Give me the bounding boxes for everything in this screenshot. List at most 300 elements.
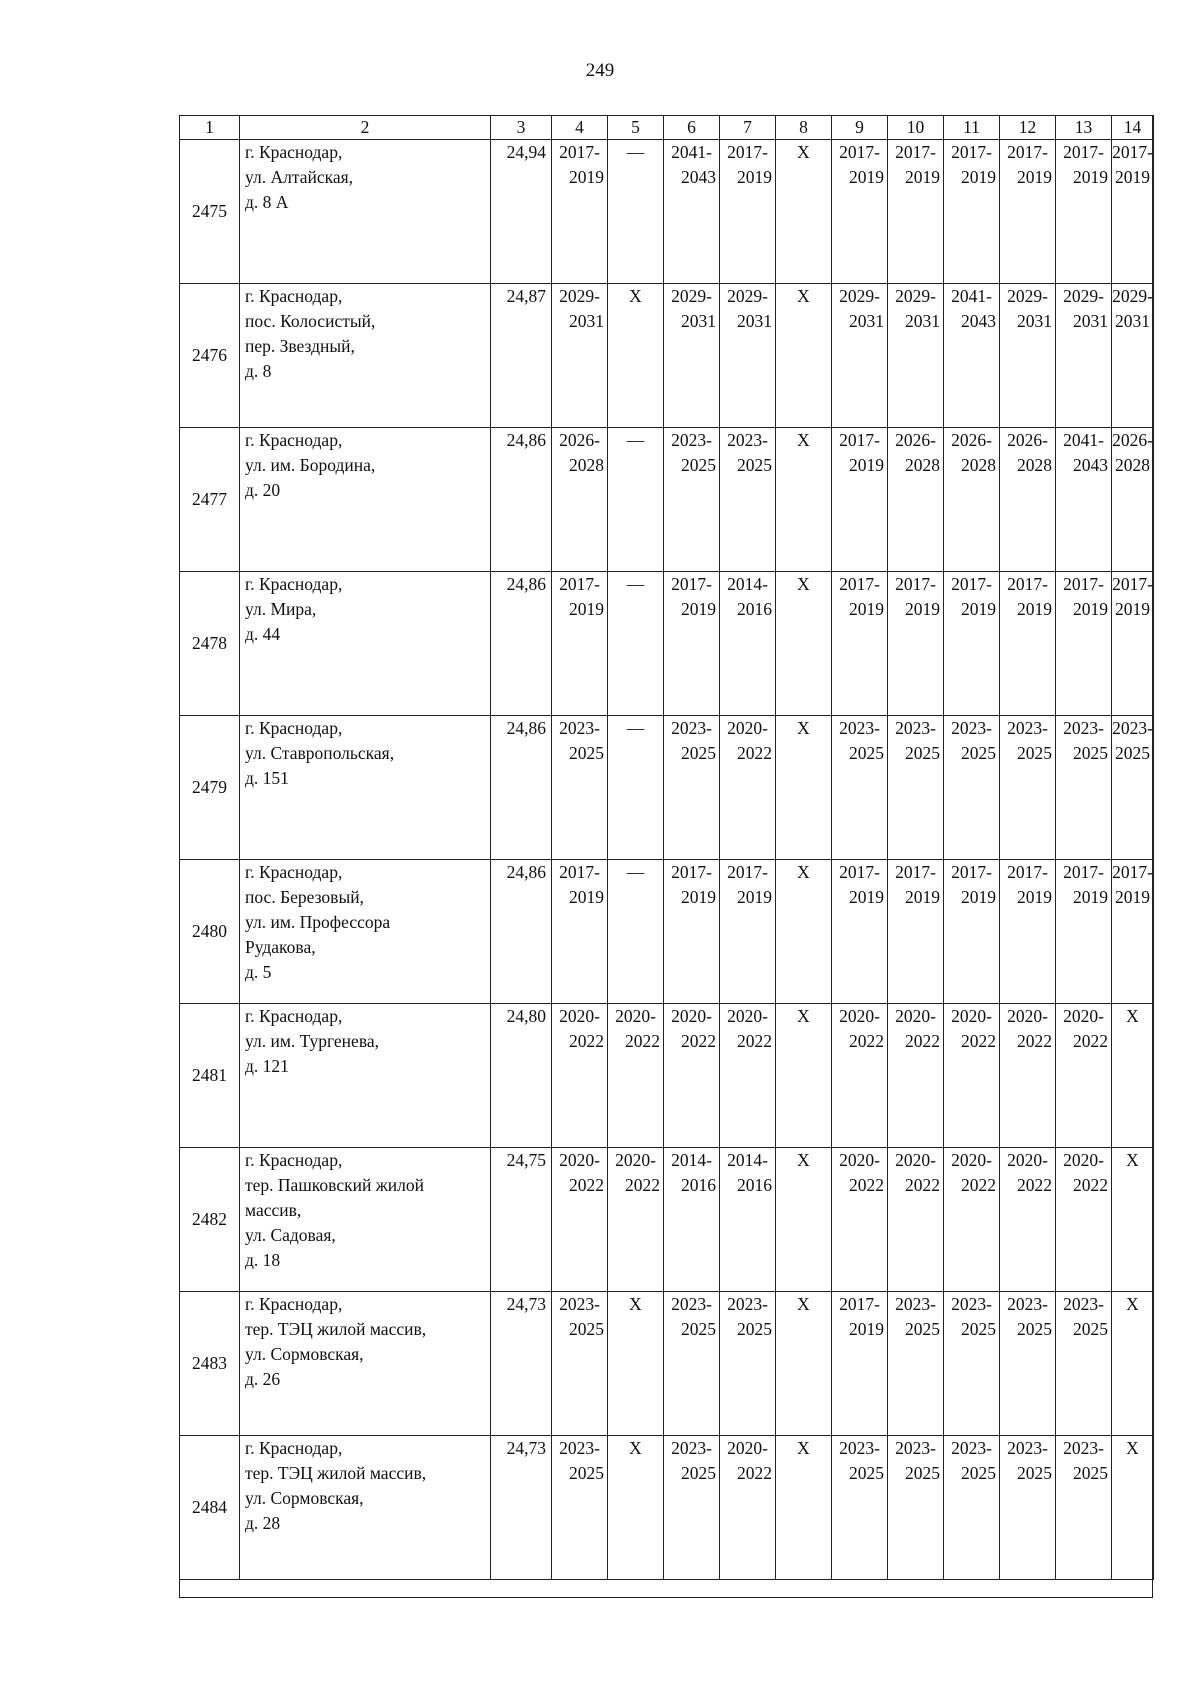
cell-line: 2022	[1017, 1175, 1052, 1195]
cell-line: 2026-	[951, 430, 992, 450]
period-cell-col-13	[1056, 860, 1112, 1004]
column-header-10: 10	[888, 116, 944, 140]
row-number: 2475	[180, 140, 240, 284]
cell-line: 2023-	[839, 718, 880, 738]
cell-line: 2022	[849, 1175, 884, 1195]
table-body	[180, 116, 1154, 1580]
cell-line: 2025	[1017, 1463, 1052, 1483]
cell-line: Х	[797, 142, 810, 162]
cell-line: 2019	[849, 1319, 884, 1339]
cell-line: ул. Сормовская,	[245, 1488, 364, 1508]
cell-line: 2020-	[559, 1150, 600, 1170]
cell-line: 2019	[961, 887, 996, 907]
cell-line: —	[626, 718, 645, 738]
period-cell-col-6	[664, 1292, 720, 1436]
cell-line: ул. Сормовская,	[245, 1344, 364, 1364]
cell-line: 2029-	[671, 286, 712, 306]
cell-line: 2020-	[615, 1006, 656, 1026]
cell-line: 2031	[569, 311, 604, 331]
cell-line: Х	[797, 862, 810, 882]
period-cell-col-6	[664, 140, 720, 284]
cell-line: 2025	[849, 1463, 884, 1483]
period-cell-col-7	[720, 1148, 776, 1292]
cell-line: 2020-	[727, 1438, 768, 1458]
cell-line: 2020-	[671, 1006, 712, 1026]
cell-line: 2017-	[1112, 862, 1153, 882]
period-cell-col-11	[944, 716, 1000, 860]
cell-line: ул. им. Бородина,	[245, 455, 376, 475]
value-cell: 24,73	[491, 1436, 552, 1580]
period-cell-col-5	[608, 428, 664, 572]
cell-line: тер. ТЭЦ жилой массив,	[245, 1463, 427, 1483]
cell-line: 2017-	[1063, 862, 1104, 882]
period-cell-col-6	[664, 860, 720, 1004]
cell-line: 2022	[961, 1031, 996, 1051]
page-number: 249	[585, 60, 615, 81]
cell-line: 2026-	[895, 430, 936, 450]
period-cell-col-9	[832, 284, 888, 428]
cell-line: 2020-	[615, 1150, 656, 1170]
cell-line: 2023-	[559, 1294, 600, 1314]
period-cell-col-9	[832, 1004, 888, 1148]
cell-line: 2043	[1073, 455, 1108, 475]
cell-line: г. Краснодар,	[245, 430, 343, 450]
cell-line: 2019	[849, 599, 884, 619]
cell-line: д. 5	[245, 962, 272, 982]
column-header-13: 13	[1056, 116, 1112, 140]
period-cell-col-8	[776, 428, 832, 572]
value-cell: 24,94	[491, 140, 552, 284]
cell-line: 2020-	[951, 1006, 992, 1026]
cell-line: 2023-	[559, 1438, 600, 1458]
address-cell	[240, 428, 491, 572]
cell-line: г. Краснодар,	[245, 1438, 343, 1458]
period-cell-col-4	[552, 1436, 608, 1580]
cell-line: 2031	[849, 311, 884, 331]
cell-line: 2019	[1115, 167, 1150, 187]
table-row	[180, 1004, 1154, 1148]
cell-line: 2023-	[1063, 1294, 1104, 1314]
cell-line: 2025	[961, 1319, 996, 1339]
period-cell-col-9	[832, 572, 888, 716]
row-number: 2479	[180, 716, 240, 860]
cell-line: 2022	[737, 743, 772, 763]
cell-line: г. Краснодар,	[245, 1150, 343, 1170]
period-cell-col-7	[720, 1292, 776, 1436]
period-cell-col-6	[664, 572, 720, 716]
period-cell-col-8	[776, 1148, 832, 1292]
cell-line: Х	[797, 1150, 810, 1170]
cell-line: 2022	[681, 1031, 716, 1051]
cell-line: 2017-	[895, 574, 936, 594]
cell-line: г. Краснодар,	[245, 574, 343, 594]
cell-line: 2025	[849, 743, 884, 763]
period-cell-col-12	[1000, 1436, 1056, 1580]
cell-line: —	[626, 862, 645, 882]
cell-line: 2023-	[671, 1294, 712, 1314]
cell-line: 2023-	[671, 718, 712, 738]
cell-line: 2023-	[1007, 718, 1048, 738]
cell-line: 2023-	[1063, 718, 1104, 738]
cell-line: 2031	[737, 311, 772, 331]
address-cell	[240, 572, 491, 716]
cell-line: 2028	[569, 455, 604, 475]
cell-line: д. 8	[245, 361, 272, 381]
address-cell	[240, 1004, 491, 1148]
cell-line: тер. ТЭЦ жилой массив,	[245, 1319, 427, 1339]
period-cell-col-9	[832, 428, 888, 572]
cell-line: 2016	[737, 1175, 772, 1195]
row-number: 2477	[180, 428, 240, 572]
table-row	[180, 140, 1154, 284]
cell-line: 2019	[569, 887, 604, 907]
column-header-4: 4	[552, 116, 608, 140]
cell-line: д. 18	[245, 1250, 281, 1270]
cell-line: г. Краснодар,	[245, 1006, 343, 1026]
cell-line: 2014-	[727, 1150, 768, 1170]
cell-line: 2023-	[1112, 718, 1153, 738]
period-cell-col-11	[944, 140, 1000, 284]
cell-line: Х	[797, 574, 810, 594]
cell-line: 2020-	[1007, 1006, 1048, 1026]
period-cell-col-8	[776, 1004, 832, 1148]
cell-line: д. 8 А	[245, 192, 289, 212]
row-number: 2484	[180, 1436, 240, 1580]
cell-line: 2028	[961, 455, 996, 475]
cell-line: пос. Колосистый,	[245, 311, 376, 331]
cell-line: 2017-	[839, 862, 880, 882]
cell-line: 2025	[569, 1319, 604, 1339]
cell-line: ул. Садовая,	[245, 1225, 336, 1245]
period-cell-col-12	[1000, 572, 1056, 716]
period-cell-col-10	[888, 572, 944, 716]
period-cell-col-14	[1112, 284, 1154, 428]
period-cell-col-13	[1056, 572, 1112, 716]
cell-line: 2017-	[839, 1294, 880, 1314]
cell-line: 2019	[961, 167, 996, 187]
cell-line: 2031	[681, 311, 716, 331]
period-cell-col-7	[720, 860, 776, 1004]
period-cell-col-11	[944, 1292, 1000, 1436]
period-cell-col-13	[1056, 284, 1112, 428]
cell-line: ул. Мира,	[245, 599, 317, 619]
cell-line: 2025	[1073, 1463, 1108, 1483]
cell-line: Х	[1126, 1150, 1139, 1170]
cell-line: 2022	[625, 1175, 660, 1195]
period-cell-col-13	[1056, 716, 1112, 860]
cell-line: Х	[797, 1006, 810, 1026]
period-cell-col-7	[720, 1436, 776, 1580]
address-cell	[240, 860, 491, 1004]
cell-line: 2019	[961, 599, 996, 619]
cell-line: 2017-	[1007, 862, 1048, 882]
cell-line: Х	[1126, 1294, 1139, 1314]
cell-line: 2022	[625, 1031, 660, 1051]
period-cell-col-13	[1056, 1004, 1112, 1148]
period-cell-col-5	[608, 140, 664, 284]
cell-line: 2031	[905, 311, 940, 331]
cell-line: д. 44	[245, 624, 281, 644]
cell-line: 2041-	[671, 142, 712, 162]
period-cell-col-14	[1112, 428, 1154, 572]
period-cell-col-5	[608, 1148, 664, 1292]
period-cell-col-9	[832, 1292, 888, 1436]
cell-line: Х	[629, 286, 642, 306]
cell-line: 2026-	[1112, 430, 1153, 450]
cell-line: 2017-	[839, 574, 880, 594]
cell-line: 2023-	[559, 718, 600, 738]
cell-line: 2020-	[1063, 1150, 1104, 1170]
column-header-6: 6	[664, 116, 720, 140]
cell-line: д. 28	[245, 1513, 281, 1533]
period-cell-col-6	[664, 716, 720, 860]
cell-line: 2023-	[895, 1438, 936, 1458]
row-number: 2482	[180, 1148, 240, 1292]
cell-line: 2019	[737, 167, 772, 187]
period-cell-col-8	[776, 860, 832, 1004]
cell-line: 2019	[905, 167, 940, 187]
cell-line: ул. им. Профессора	[245, 912, 391, 932]
period-cell-col-11	[944, 1004, 1000, 1148]
value-cell: 24,86	[491, 572, 552, 716]
period-cell-col-13	[1056, 428, 1112, 572]
period-cell-col-12	[1000, 716, 1056, 860]
cell-line: 2022	[961, 1175, 996, 1195]
period-cell-col-7	[720, 140, 776, 284]
cell-line: 2025	[1073, 1319, 1108, 1339]
period-cell-col-4	[552, 1148, 608, 1292]
cell-line: 2022	[849, 1031, 884, 1051]
period-cell-col-13	[1056, 1436, 1112, 1580]
cell-line: 2019	[1017, 167, 1052, 187]
period-cell-col-8	[776, 572, 832, 716]
cell-line: 2017-	[839, 142, 880, 162]
cell-line: 2017-	[1112, 574, 1153, 594]
cell-line: 2025	[737, 455, 772, 475]
table-row	[180, 1436, 1154, 1580]
period-cell-col-4	[552, 428, 608, 572]
cell-line: 2022	[737, 1463, 772, 1483]
period-cell-col-14	[1112, 1004, 1154, 1148]
cell-line: 2017-	[895, 862, 936, 882]
period-cell-col-7	[720, 428, 776, 572]
value-cell: 24,75	[491, 1148, 552, 1292]
cell-line: г. Краснодар,	[245, 286, 343, 306]
period-cell-col-4	[552, 140, 608, 284]
cell-line: 2017-	[1063, 142, 1104, 162]
cell-line: Х	[797, 1294, 810, 1314]
period-cell-col-10	[888, 1436, 944, 1580]
period-cell-col-13	[1056, 1292, 1112, 1436]
cell-line: —	[626, 142, 645, 162]
cell-line: 2022	[1017, 1031, 1052, 1051]
table-row	[180, 1148, 1154, 1292]
cell-line: Х	[629, 1438, 642, 1458]
period-cell-col-5	[608, 860, 664, 1004]
column-header-7: 7	[720, 116, 776, 140]
cell-line: 2023-	[839, 1438, 880, 1458]
period-cell-col-6	[664, 1436, 720, 1580]
value-cell: 24,86	[491, 860, 552, 1004]
cell-line: 2023-	[1007, 1438, 1048, 1458]
cell-line: 2019	[1017, 887, 1052, 907]
cell-line: 2031	[1073, 311, 1108, 331]
cell-line: 2025	[1017, 1319, 1052, 1339]
cell-line: 2019	[569, 167, 604, 187]
cell-line: 2029-	[1112, 286, 1153, 306]
cell-line: 2019	[1115, 599, 1150, 619]
period-cell-col-9	[832, 140, 888, 284]
cell-line: 2043	[681, 167, 716, 187]
cell-line: 2017-	[727, 142, 768, 162]
period-cell-col-10	[888, 716, 944, 860]
period-cell-col-6	[664, 1148, 720, 1292]
cell-line: д. 151	[245, 768, 289, 788]
cell-line: Х	[629, 1294, 642, 1314]
cell-line: 2041-	[1063, 430, 1104, 450]
cell-line: 2025	[905, 743, 940, 763]
cell-line: 2019	[849, 455, 884, 475]
period-cell-col-11	[944, 572, 1000, 716]
column-header-5: 5	[608, 116, 664, 140]
cell-line: 2017-	[1112, 142, 1153, 162]
period-cell-col-4	[552, 1004, 608, 1148]
cell-line: 2023-	[951, 1294, 992, 1314]
period-cell-col-7	[720, 284, 776, 428]
cell-line: 2023-	[671, 1438, 712, 1458]
cell-line: Х	[797, 430, 810, 450]
cell-line: 2017-	[951, 574, 992, 594]
period-cell-col-8	[776, 140, 832, 284]
period-cell-col-4	[552, 1292, 608, 1436]
address-cell	[240, 1148, 491, 1292]
cell-line: 2019	[1073, 887, 1108, 907]
cell-line: 2017-	[1007, 574, 1048, 594]
period-cell-col-5	[608, 284, 664, 428]
cell-line: 2031	[1017, 311, 1052, 331]
cell-line: 2022	[1073, 1031, 1108, 1051]
period-cell-col-10	[888, 860, 944, 1004]
period-cell-col-7	[720, 716, 776, 860]
period-cell-col-11	[944, 284, 1000, 428]
cell-line: 2025	[681, 1319, 716, 1339]
period-cell-col-14	[1112, 716, 1154, 860]
period-cell-col-12	[1000, 860, 1056, 1004]
cell-line: 2020-	[839, 1150, 880, 1170]
period-cell-col-12	[1000, 428, 1056, 572]
cell-line: 2017-	[895, 142, 936, 162]
cell-line: 2020-	[727, 1006, 768, 1026]
cell-line: ул. им. Тургенева,	[245, 1031, 379, 1051]
cell-line: 2025	[681, 1463, 716, 1483]
cell-line: 2026-	[1007, 430, 1048, 450]
cell-line: 2017-	[727, 862, 768, 882]
cell-line: 2023-	[671, 430, 712, 450]
cell-line: 2029-	[727, 286, 768, 306]
cell-line: 2017-	[671, 574, 712, 594]
period-cell-col-10	[888, 1148, 944, 1292]
cell-line: 2020-	[895, 1006, 936, 1026]
period-cell-col-10	[888, 140, 944, 284]
period-cell-col-8	[776, 1436, 832, 1580]
column-header-12: 12	[1000, 116, 1056, 140]
table-row	[180, 716, 1154, 860]
period-cell-col-5	[608, 572, 664, 716]
cell-line: 2019	[737, 887, 772, 907]
cell-line: 2028	[1115, 455, 1150, 475]
cell-line: пос. Березовый,	[245, 887, 364, 907]
cell-line: 2017-	[559, 574, 600, 594]
cell-line: 2025	[1017, 743, 1052, 763]
period-cell-col-5	[608, 1436, 664, 1580]
cell-line: —	[626, 574, 645, 594]
value-cell: 24,73	[491, 1292, 552, 1436]
address-cell	[240, 284, 491, 428]
cell-line: 2017-	[951, 862, 992, 882]
cell-line: 2026-	[559, 430, 600, 450]
cell-line: ул. Алтайская,	[245, 167, 354, 187]
cell-line: —	[626, 430, 645, 450]
table-row	[180, 284, 1154, 428]
address-cell	[240, 140, 491, 284]
column-header-1: 1	[180, 116, 240, 140]
column-header-9: 9	[832, 116, 888, 140]
period-cell-col-9	[832, 1436, 888, 1580]
period-cell-col-6	[664, 1004, 720, 1148]
cell-line: 2029-	[1063, 286, 1104, 306]
row-number: 2483	[180, 1292, 240, 1436]
cell-line: Х	[797, 286, 810, 306]
column-header-8: 8	[776, 116, 832, 140]
period-cell-col-9	[832, 1148, 888, 1292]
value-cell: 24,87	[491, 284, 552, 428]
cell-line: 2019	[1073, 167, 1108, 187]
cell-line: 2025	[569, 743, 604, 763]
period-cell-col-11	[944, 860, 1000, 1004]
period-cell-col-12	[1000, 1148, 1056, 1292]
cell-line: 2041-	[951, 286, 992, 306]
period-cell-col-14	[1112, 140, 1154, 284]
cell-line: 2014-	[671, 1150, 712, 1170]
period-cell-col-14	[1112, 1148, 1154, 1292]
period-cell-col-7	[720, 1004, 776, 1148]
table-row	[180, 1292, 1154, 1436]
cell-line: 2020-	[951, 1150, 992, 1170]
cell-line: 2017-	[1007, 142, 1048, 162]
cell-line: 2023-	[1063, 1438, 1104, 1458]
cell-line: пер. Звездный,	[245, 336, 355, 356]
period-cell-col-11	[944, 428, 1000, 572]
table-row	[180, 860, 1154, 1004]
column-header-2: 2	[240, 116, 491, 140]
value-cell: 24,86	[491, 428, 552, 572]
cell-line: 2023-	[727, 430, 768, 450]
cell-line: 2023-	[727, 1294, 768, 1314]
cell-line: 2025	[569, 1463, 604, 1483]
cell-line: 2022	[1073, 1175, 1108, 1195]
period-cell-col-9	[832, 716, 888, 860]
period-cell-col-11	[944, 1148, 1000, 1292]
cell-line: 2019	[849, 167, 884, 187]
table-row	[180, 572, 1154, 716]
cell-line: 2025	[961, 743, 996, 763]
cell-line: 2025	[681, 455, 716, 475]
cell-line: 2020-	[1007, 1150, 1048, 1170]
period-cell-col-14	[1112, 572, 1154, 716]
cell-line: г. Краснодар,	[245, 142, 343, 162]
period-cell-col-6	[664, 284, 720, 428]
row-number: 2481	[180, 1004, 240, 1148]
